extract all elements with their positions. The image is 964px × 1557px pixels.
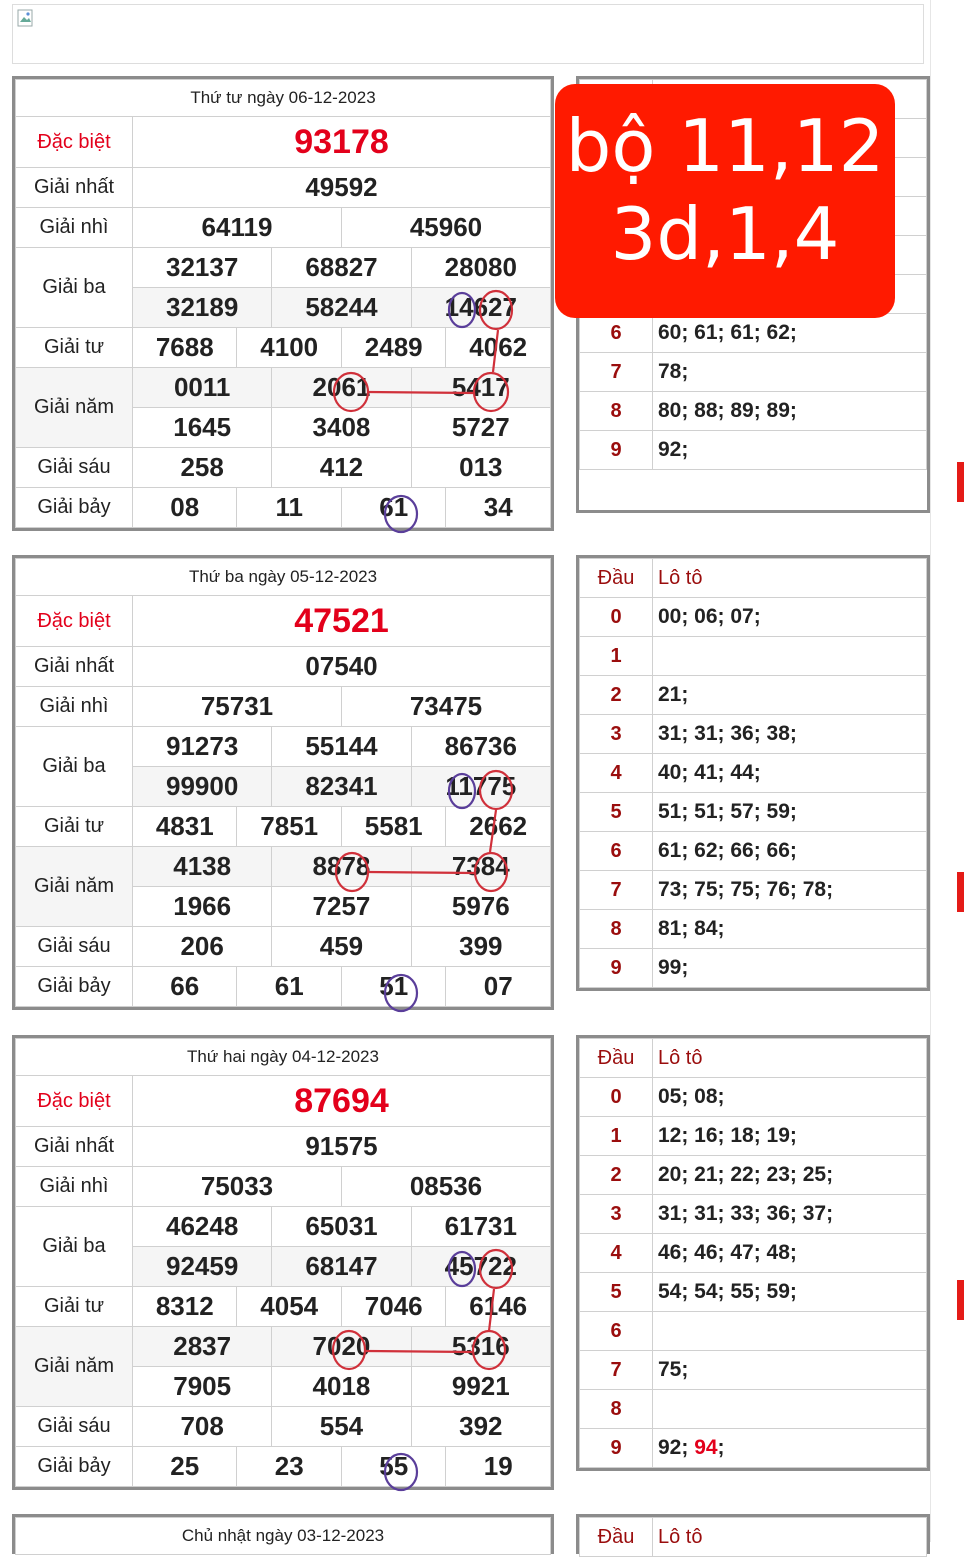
label-seventh: Giải bảy [16,1447,133,1487]
fourth-prize: 7688 [133,328,237,368]
loto-head: 5 [580,1273,653,1312]
loto-head: 8 [580,910,653,949]
result-date: Thứ ba ngày 05-12-2023 [16,559,551,596]
fifth-prize: 5727 [411,408,550,448]
second-prize: 45960 [341,208,550,248]
sixth-prize: 258 [133,448,272,488]
sixth-prize: 412 [272,448,411,488]
loto-values: 40; 41; 44; [653,754,927,793]
loto-values [653,637,927,676]
label-second: Giải nhì [16,1167,133,1207]
fifth-prize: 3408 [272,408,411,448]
fifth-prize: 4138 [133,847,272,887]
fourth-prize: 2662 [446,807,551,847]
first-prize: 07540 [133,647,551,687]
badge-line-2: 3d,1,4 [610,192,840,276]
label-first: Giải nhất [16,168,133,208]
third-prize: 61731 [411,1207,550,1247]
label-sixth: Giải sáu [16,927,133,967]
label-seventh: Giải bảy [16,967,133,1007]
second-prize: 73475 [341,687,550,727]
second-prize: 08536 [341,1167,550,1207]
loto-values: 20; 21; 22; 23; 25; [653,1156,927,1195]
special-prize: 47521 [133,596,551,647]
result-table-3 [12,1035,554,1490]
sixth-prize: 013 [411,448,550,488]
result-table-2 [12,555,554,1010]
loto-head: 4 [580,1234,653,1273]
fourth-prize: 4054 [237,1287,341,1327]
loto-head: 5 [580,793,653,832]
fourth-prize: 2489 [341,328,445,368]
special-prize: 87694 [133,1076,551,1127]
red-marker [957,462,964,502]
third-prize: 65031 [272,1207,411,1247]
third-prize: 91273 [133,727,272,767]
loto-head: 7 [580,871,653,910]
loto-head: 6 [580,1312,653,1351]
second-prize: 64119 [133,208,342,248]
badge-line-1: bộ 11,12 [565,104,885,188]
loto-header-dau: Đầu [580,559,653,598]
first-prize: 91575 [133,1127,551,1167]
fourth-prize: 6146 [446,1287,551,1327]
loto-values: 99; [653,949,927,988]
special-prize: 93178 [133,117,551,168]
loto-values: 61; 62; 66; 66; [653,832,927,871]
sixth-prize: 554 [272,1407,411,1447]
loto-values: 51; 51; 57; 59; [653,793,927,832]
loto-values: 80; 88; 89; 89; [653,392,927,431]
label-fourth: Giải tư [16,807,133,847]
fifth-prize: 5417 [411,368,550,408]
third-prize: 68827 [272,248,411,288]
fourth-prize: 4062 [446,328,551,368]
fifth-prize: 2061 [272,368,411,408]
label-seventh: Giải bảy [16,488,133,528]
label-fourth: Giải tư [16,1287,133,1327]
loto-table-2 [576,555,930,991]
third-prize: 55144 [272,727,411,767]
loto-values: 54; 54; 55; 59; [653,1273,927,1312]
third-prize: 86736 [411,727,550,767]
third-prize: 82341 [272,767,411,807]
fourth-prize: 7046 [341,1287,445,1327]
loto-values: 12; 16; 18; 19; [653,1117,927,1156]
broken-image-icon [17,9,35,27]
loto-head: 8 [580,1390,653,1429]
loto-head: 1 [580,1117,653,1156]
loto-head: 0 [580,598,653,637]
result-table-1 [12,76,554,531]
loto-head: 9 [580,1429,653,1468]
broken-image-banner[interactable] [12,4,924,64]
third-prize: 32189 [133,288,272,328]
label-fourth: Giải tư [16,328,133,368]
sixth-prize: 392 [411,1407,550,1447]
third-prize: 68147 [272,1247,411,1287]
label-special: Đặc biệt [16,1076,133,1127]
label-third: Giải ba [16,727,133,807]
loto-values: 05; 08; [653,1078,927,1117]
fifth-prize: 7905 [133,1367,272,1407]
result-date: Thứ tư ngày 06-12-2023 [16,80,551,117]
seventh-prize: 51 [341,967,445,1007]
fifth-prize: 7257 [272,887,411,927]
third-prize: 58244 [272,288,411,328]
fifth-prize: 8878 [272,847,411,887]
seventh-prize: 23 [237,1447,341,1487]
loto-head: 6 [580,832,653,871]
red-marker [957,872,964,912]
result-date: Chủ nhật ngày 03-12-2023 [16,1518,551,1555]
label-fifth: Giải năm [16,1327,133,1407]
third-prize: 99900 [133,767,272,807]
fifth-prize: 7020 [272,1327,411,1367]
fourth-prize: 8312 [133,1287,237,1327]
loto-head: 3 [580,1195,653,1234]
label-first: Giải nhất [16,647,133,687]
fifth-prize: 1966 [133,887,272,927]
label-sixth: Giải sáu [16,448,133,488]
third-prize: 11775 [411,767,550,807]
loto-head: 7 [580,1351,653,1390]
loto-values [653,1312,927,1351]
fourth-prize: 4100 [237,328,341,368]
loto-values: 00; 06; 07; [653,598,927,637]
loto-values: 78; [653,353,927,392]
seventh-prize: 08 [133,488,237,528]
label-special: Đặc biệt [16,117,133,168]
loto-values: 60; 61; 61; 62; [653,314,927,353]
third-prize: 14627 [411,288,550,328]
loto-values: 31; 31; 33; 36; 37; [653,1195,927,1234]
loto-header-dau: Đầu [580,1518,653,1557]
loto-header-loto: Lô tô [653,559,927,598]
label-second: Giải nhì [16,208,133,248]
red-marker [957,1280,964,1320]
loto-values: 92; [653,431,927,470]
seventh-prize: 11 [237,488,341,528]
loto-head: 1 [580,637,653,676]
third-prize: 92459 [133,1247,272,1287]
fifth-prize: 9921 [411,1367,550,1407]
label-fifth: Giải năm [16,847,133,927]
fourth-prize: 5581 [341,807,445,847]
second-prize: 75731 [133,687,342,727]
third-prize: 46248 [133,1207,272,1247]
fifth-prize: 5976 [411,887,550,927]
loto-head: 8 [580,392,653,431]
sixth-prize: 708 [133,1407,272,1447]
label-special: Đặc biệt [16,596,133,647]
label-third: Giải ba [16,1207,133,1287]
loto-values: 75; [653,1351,927,1390]
fourth-prize: 4831 [133,807,237,847]
right-edge-strip [930,0,964,1542]
label-sixth: Giải sáu [16,1407,133,1447]
first-prize: 49592 [133,168,551,208]
loto-head: 0 [580,1078,653,1117]
label-fifth: Giải năm [16,368,133,448]
seventh-prize: 66 [133,967,237,1007]
loto-table-4 [576,1514,930,1554]
seventh-prize: 61 [341,488,445,528]
loto-head: 7 [580,353,653,392]
result-date: Thứ hai ngày 04-12-2023 [16,1039,551,1076]
loto-head: 4 [580,754,653,793]
seventh-prize: 61 [237,967,341,1007]
label-third: Giải ba [16,248,133,328]
third-prize: 28080 [411,248,550,288]
fifth-prize: 2837 [133,1327,272,1367]
loto-values [653,1390,927,1429]
prediction-badge [555,84,895,318]
second-prize: 75033 [133,1167,342,1207]
loto-header-dau: Đầu [580,1039,653,1078]
seventh-prize: 25 [133,1447,237,1487]
loto-head: 9 [580,431,653,470]
seventh-prize: 19 [446,1447,551,1487]
loto-values: 31; 31; 36; 38; [653,715,927,754]
loto-table-3 [576,1035,930,1471]
sixth-prize: 459 [272,927,411,967]
fourth-prize: 7851 [237,807,341,847]
sixth-prize: 206 [133,927,272,967]
loto-header-loto: Lô tô [653,1039,927,1078]
fifth-prize: 5316 [411,1327,550,1367]
third-prize: 32137 [133,248,272,288]
loto-values: 46; 46; 47; 48; [653,1234,927,1273]
fifth-prize: 4018 [272,1367,411,1407]
result-table-4 [12,1514,554,1554]
seventh-prize: 07 [446,967,551,1007]
sixth-prize: 399 [411,927,550,967]
fifth-prize: 7384 [411,847,550,887]
loto-head: 9 [580,949,653,988]
loto-head: 3 [580,715,653,754]
loto-values: 73; 75; 75; 76; 78; [653,871,927,910]
loto-head: 2 [580,676,653,715]
seventh-prize: 34 [446,488,551,528]
third-prize: 45722 [411,1247,550,1287]
seventh-prize: 55 [341,1447,445,1487]
loto-header-loto: Lô tô [653,1518,927,1557]
label-second: Giải nhì [16,687,133,727]
fifth-prize: 0011 [133,368,272,408]
loto-values: 21; [653,676,927,715]
label-first: Giải nhất [16,1127,133,1167]
loto-values: 92; 94; [653,1429,927,1468]
fifth-prize: 1645 [133,408,272,448]
loto-head: 2 [580,1156,653,1195]
loto-head: 6 [580,314,653,353]
loto-values: 81; 84; [653,910,927,949]
